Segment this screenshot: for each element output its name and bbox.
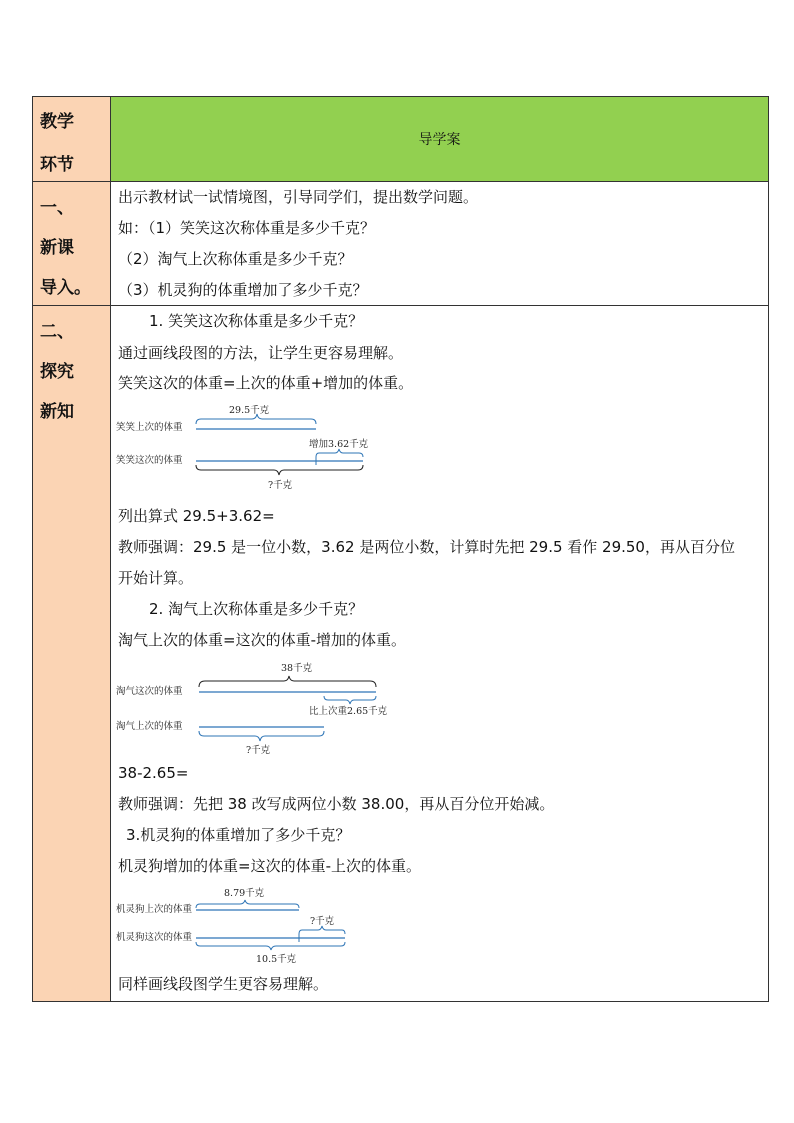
header-label-line1: 教学 (40, 112, 74, 132)
problem-1-note: 教师强调：29.5 是一位小数，3.62 是两位小数，计算时先把 29.5 看作 29.50，再从百分位 (118, 538, 735, 556)
diagram-1 (116, 405, 376, 497)
problem-2-title: 2. 淘气上次称体重是多少千克？ (149, 600, 364, 618)
header-title-cell (111, 97, 768, 181)
diagram-1-bottom-brace (196, 465, 363, 475)
diagram-2-diff-brace (324, 696, 376, 704)
problem-1-method: 通过画线段图的方法，让学生更容易理解。 (118, 344, 404, 362)
problem-3-conclusion: 同样画线段图学生更容易理解。 (118, 975, 329, 993)
intro-line: （3）机灵狗的体重增加了多少千克？ (118, 281, 368, 299)
diagram-2-bottom-brace (199, 731, 324, 741)
problem-1-relation: 笑笑这次的体重=上次的体重+增加的体重。 (118, 374, 414, 392)
header-title: 导学案 (418, 132, 461, 148)
problem-1-note-continued: 开始计算。 (118, 569, 194, 587)
header-label-line2: 环节 (40, 155, 74, 175)
diagram-1-increase-label: 增加3.62千克 (309, 439, 369, 450)
intro-line: （2）淘气上次称体重是多少千克？ (118, 250, 353, 268)
problem-2-equation: 38-2.65= (118, 764, 189, 782)
section-explore-label-line2: 探究 (40, 362, 74, 382)
diagram-3-bottom-value: 10.5千克 (256, 954, 297, 965)
diagram-2 (116, 661, 401, 761)
diagram-1-row2-label: 笑笑这次的体重 (116, 455, 183, 466)
diagram-1-top-value: 29.5千克 (229, 405, 270, 416)
section-intro-content (111, 182, 768, 305)
problem-1-equation: 列出算式 29.5+3.62= (118, 507, 275, 525)
header-row (33, 97, 768, 182)
problem-3-relation: 机灵狗增加的体重=这次的体重-上次的体重。 (118, 857, 421, 875)
diagram-1-bottom-value: ?千克 (268, 480, 293, 491)
diagram-2-top-brace (199, 676, 376, 687)
diagram-3-row1-label: 机灵狗上次的体重 (116, 904, 193, 915)
diagram-2-top-value: 38千克 (281, 663, 313, 674)
diagram-3 (116, 886, 356, 968)
section-explore-row (33, 306, 768, 1001)
problem-2-relation: 淘气上次的体重=这次的体重-增加的体重。 (118, 631, 406, 649)
diagram-3-diff-brace (299, 926, 345, 934)
intro-line: 如：（1）笑笑这次称体重是多少千克？ (118, 219, 376, 237)
problem-1-title: 1. 笑笑这次称体重是多少千克？ (149, 312, 364, 330)
diagram-3-diff-label: ?千克 (310, 916, 335, 927)
diagram-3-top-brace (196, 900, 299, 908)
header-label-cell (33, 97, 111, 181)
diagram-3-bottom-brace (196, 942, 345, 950)
section-explore-label-line3: 新知 (40, 402, 74, 422)
diagram-2-diff-label: 比上次重2.65千克 (309, 706, 388, 717)
section-intro-label-cell (33, 182, 111, 305)
section-explore-label-cell (33, 306, 111, 1001)
diagram-1-row1-label: 笑笑上次的体重 (116, 422, 183, 433)
diagram-1-increase-brace (316, 449, 363, 457)
diagram-3-row2-label: 机灵狗这次的体重 (116, 932, 193, 943)
problem-2-note: 教师强调：先把 38 改写成两位小数 38.00，再从百分位开始减。 (118, 795, 555, 813)
diagram-3-top-value: 8.79千克 (224, 888, 265, 899)
section-intro-label-line1: 一、 (40, 198, 74, 218)
diagram-2-row1-label: 淘气这次的体重 (116, 686, 183, 697)
section-explore-label-line1: 二、 (40, 322, 74, 342)
section-intro-label-line3: 导入。 (40, 278, 91, 298)
intro-line: 出示教材试一试情境图，引导同学们，提出数学问题。 (118, 188, 479, 206)
lesson-table (32, 96, 769, 1002)
problem-3-title: 3.机灵狗的体重增加了多少千克？ (126, 826, 351, 844)
diagram-2-row2-label: 淘气上次的体重 (116, 721, 183, 732)
section-intro-row (33, 182, 768, 306)
section-explore-content (111, 306, 768, 1001)
diagram-2-bottom-value: ?千克 (246, 745, 271, 756)
section-intro-label-line2: 新课 (40, 238, 74, 258)
